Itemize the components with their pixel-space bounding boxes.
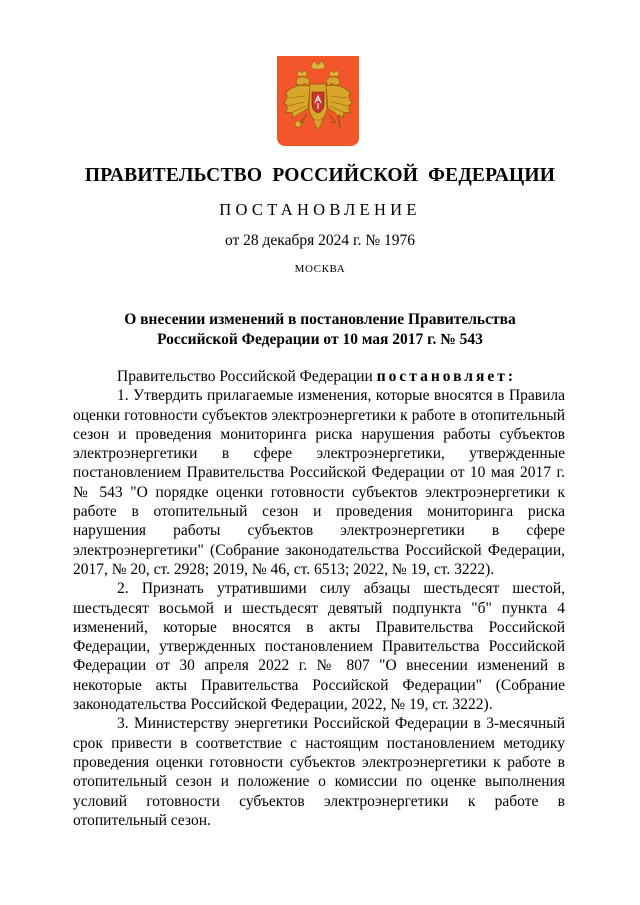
government-title: ПРАВИТЕЛЬСТВО РОССИЙСКОЙ ФЕДЕРАЦИИ	[84, 165, 556, 186]
paragraph-1: 1. Утвердить прилагаемые изменения, которые вносятся в Правила оценки готовности субъектов электроэнергетики к работе в отопительный сезон и проведения мониторинга риска нарушения работы субъектов электроэнергетики в сфере электроэнергетики, утвержденные постановлением Правительства Российской Федерации от 10 мая 2017 г. № 543 "О порядке оценки готовности субъектов электроэнергетики к работе в отопительный сезон и проведения мониторинга риска нарушения работы субъектов электроэнергетики в сфере электроэнергетики" (Собрание законодательства Российской Федерации, 2017, № 20, ст. 2928; 2019, № 46, ст. 6513; 2022, № 19, ст. 3222).	[73, 387, 565, 578]
document-heading	[90, 310, 550, 350]
document-body	[73, 367, 565, 830]
intro-paragraph	[73, 367, 565, 386]
heading-line-2: Российской Федерации от 10 мая 2017 г. № 543	[157, 331, 483, 348]
heading-line-1: О внесении изменений в постановление Правительства	[124, 311, 516, 328]
document-date-number: от 28 декабря 2024 г. № 1976	[224, 232, 416, 249]
coat-of-arms-icon	[277, 56, 359, 146]
paragraph-2: 2. Признать утратившими силу абзацы шестьдесят шестой, шестьдесят восьмой и шестьдесят девятый подпункта "б" пункта 4 изменений, которые вносятся в акты Правительства Российской Федерации, утвержденных постановлением Правительства Российской Федерации от 30 апреля 2022 г. № 807 "О внесении изменений в некоторые акты Правительства Российской Федерации" (Собрание законодательства Российской Федерации, 2022, № 19, ст. 3222).	[73, 580, 565, 714]
document-type: ПОСТАНОВЛЕНИЕ	[219, 200, 421, 219]
paragraph-3: 3. Министерству энергетики Российской Федерации в 3-месячный срок привести в соответствие с настоящим постановлением методику проведения оценки готовности субъектов электроэнергетики к работе в отопительный сезон и положение о комиссии по оценке выполнения условий готовности субъектов электроэнергетики к работе в отопительный сезон.	[73, 715, 565, 829]
double-headed-eagle-icon	[277, 56, 359, 146]
intro-text: Правительство Российской Федерации	[117, 368, 377, 385]
document-city: МОСКВА	[294, 263, 346, 275]
resolves-word: постановляет:	[376, 368, 517, 385]
